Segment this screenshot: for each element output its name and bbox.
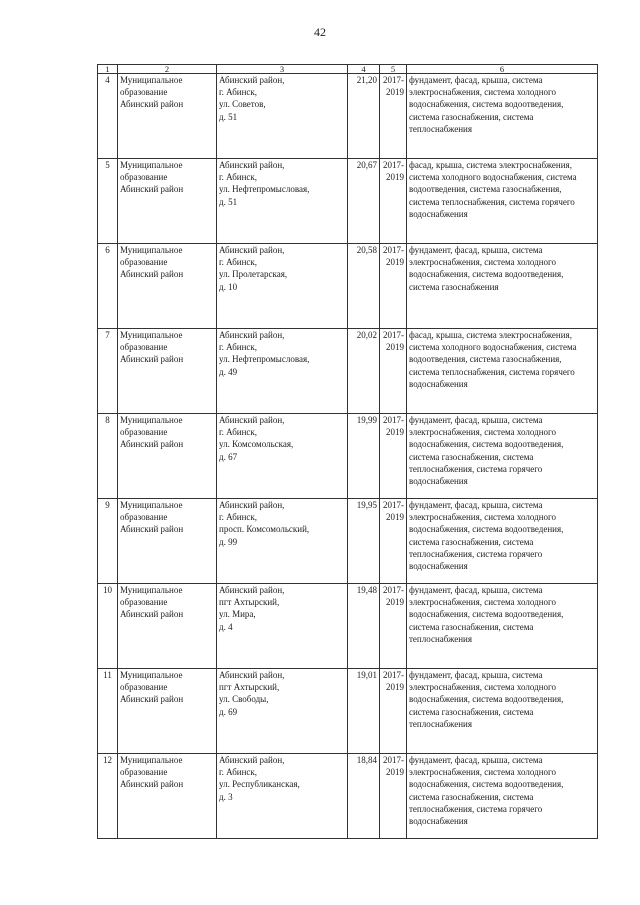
owner-line: Абинский район [120, 524, 184, 535]
row-number-cell: 4 [98, 74, 118, 159]
works-line: электроснабжения, система холодного [409, 512, 556, 523]
owner-line: образование [120, 597, 168, 608]
owner-line: Муниципальное [120, 330, 183, 340]
address-cell [217, 499, 348, 584]
value-cell: 19,01 [348, 669, 380, 754]
owner-cell [118, 584, 217, 669]
works-line: водоснабжения, система водоотведения, [409, 439, 564, 450]
works-line: система газоснабжения, система [409, 791, 534, 802]
works-line: фундамент, фасад, крыша, система [409, 415, 543, 425]
period-cell [380, 329, 407, 414]
works-line: система газоснабжения, система [409, 706, 534, 717]
owner-line: Абинский район [120, 269, 184, 280]
period-line: 2017- [383, 755, 404, 765]
owner-line: образование [120, 427, 168, 438]
address-line: г. Абинск, [219, 427, 258, 438]
address-line: д. 3 [219, 791, 233, 802]
address-line: д. 69 [219, 706, 238, 717]
period-cell [380, 414, 407, 499]
value-cell: 20,67 [348, 159, 380, 244]
period-cell [380, 74, 407, 159]
period-line: 2017- [383, 75, 404, 85]
owner-line: Муниципальное [120, 755, 183, 765]
period-line: 2019 [386, 172, 404, 183]
owner-cell [118, 244, 217, 329]
period-line: 2019 [386, 682, 404, 693]
owner-line: Муниципальное [120, 585, 183, 595]
table-row [98, 329, 598, 414]
works-line: фундамент, фасад, крыша, система [409, 75, 543, 85]
works-line: теплоснабжения, система горячего [409, 548, 543, 559]
works-cell [407, 669, 598, 754]
address-line: ул. Нефтепромысловая, [219, 184, 310, 195]
column-header-1: 1 [98, 65, 118, 74]
works-line: система газоснабжения, система [409, 621, 534, 632]
table-row [98, 754, 598, 839]
works-cell [407, 754, 598, 839]
address-line: Абинский район, [219, 160, 285, 170]
row-number-cell: 11 [98, 669, 118, 754]
works-line: водоотведения, система газоснабжения, [409, 184, 562, 195]
address-line: ул. Мира, [219, 609, 256, 620]
owner-cell [118, 499, 217, 584]
works-line: электроснабжения, система холодного [409, 257, 556, 268]
address-line: д. 4 [219, 621, 233, 632]
period-cell [380, 584, 407, 669]
period-line: 2019 [386, 427, 404, 438]
owner-line: образование [120, 172, 168, 183]
works-line: система теплоснабжения, система горячего [409, 196, 575, 207]
period-line: 2019 [386, 512, 404, 523]
address-line: просп. Комсомольский, [219, 524, 310, 535]
row-number-cell: 5 [98, 159, 118, 244]
owner-cell [118, 329, 217, 414]
works-line: теплоснабжения [409, 123, 472, 134]
owner-cell [118, 74, 217, 159]
period-line: 2017- [383, 415, 404, 425]
column-header-3: 3 [217, 65, 348, 74]
works-cell [407, 74, 598, 159]
address-line: г. Абинск, [219, 512, 258, 523]
address-line: г. Абинск, [219, 87, 258, 98]
column-header-5: 5 [380, 65, 407, 74]
works-cell [407, 584, 598, 669]
owner-line: образование [120, 682, 168, 693]
column-header-2: 2 [118, 65, 217, 74]
period-line: 2019 [386, 597, 404, 608]
period-line: 2017- [383, 500, 404, 510]
works-line: теплоснабжения, система горячего [409, 463, 543, 474]
works-line: водоотведения, система газоснабжения, [409, 354, 562, 365]
works-cell [407, 499, 598, 584]
value-cell: 18,84 [348, 754, 380, 839]
address-line: д. 67 [219, 451, 238, 462]
works-line: водоснабжения, система водоотведения, [409, 524, 564, 535]
row-number-cell: 8 [98, 414, 118, 499]
owner-line: Абинский район [120, 99, 184, 110]
address-cell [217, 669, 348, 754]
row-number-cell: 9 [98, 499, 118, 584]
works-line: водоснабжения [409, 378, 468, 389]
works-line: водоснабжения, система водоотведения, [409, 99, 564, 110]
works-line: система газоснабжения, система [409, 536, 534, 547]
works-cell [407, 159, 598, 244]
owner-line: образование [120, 342, 168, 353]
table-header-row [98, 65, 598, 74]
address-line: ул. Комсомольская, [219, 439, 294, 450]
table-row [98, 414, 598, 499]
table-row [98, 159, 598, 244]
owner-line: Абинский район [120, 184, 184, 195]
value-cell: 19,99 [348, 414, 380, 499]
address-cell [217, 159, 348, 244]
works-line: теплоснабжения [409, 633, 472, 644]
address-cell [217, 74, 348, 159]
table-row [98, 244, 598, 329]
owner-line: образование [120, 87, 168, 98]
works-line: система газоснабжения [409, 281, 499, 292]
period-line: 2017- [383, 245, 404, 255]
column-header-4: 4 [348, 65, 380, 74]
period-line: 2019 [386, 257, 404, 268]
works-cell [407, 244, 598, 329]
period-line: 2017- [383, 160, 404, 170]
value-cell: 19,48 [348, 584, 380, 669]
address-line: д. 99 [219, 536, 238, 547]
period-cell [380, 754, 407, 839]
owner-line: Муниципальное [120, 415, 183, 425]
works-line: водоснабжения, система водоотведения, [409, 609, 564, 620]
works-line: фасад, крыша, система электроснабжения, [409, 330, 572, 340]
address-cell [217, 329, 348, 414]
buildings-table [97, 64, 598, 839]
address-cell [217, 414, 348, 499]
works-line: система холодного водоснабжения, система [409, 172, 577, 183]
period-line: 2017- [383, 670, 404, 680]
address-line: г. Абинск, [219, 342, 258, 353]
address-line: пгт Ахтырский, [219, 682, 280, 693]
address-line: ул. Свободы, [219, 694, 269, 705]
period-cell [380, 244, 407, 329]
works-line: водоснабжения [409, 208, 468, 219]
owner-line: Абинский район [120, 694, 184, 705]
works-line: электроснабжения, система холодного [409, 427, 556, 438]
works-line: система газоснабжения, система [409, 111, 534, 122]
address-cell [217, 244, 348, 329]
address-line: Абинский район, [219, 670, 285, 680]
owner-cell [118, 414, 217, 499]
owner-line: образование [120, 512, 168, 523]
value-cell: 19,95 [348, 499, 380, 584]
owner-line: Муниципальное [120, 670, 183, 680]
row-number-cell: 12 [98, 754, 118, 839]
table-body [98, 65, 598, 839]
row-number-cell: 6 [98, 244, 118, 329]
period-line: 2017- [383, 585, 404, 595]
owner-line: Абинский район [120, 354, 184, 365]
page-number: 42 [314, 25, 326, 39]
owner-line: Муниципальное [120, 75, 183, 85]
address-line: пгт Ахтырский, [219, 597, 280, 608]
address-line: Абинский район, [219, 500, 285, 510]
owner-line: Муниципальное [120, 245, 183, 255]
owner-cell [118, 159, 217, 244]
period-line: 2019 [386, 342, 404, 353]
period-cell [380, 499, 407, 584]
row-number-cell: 7 [98, 329, 118, 414]
works-line: водоснабжения [409, 816, 468, 827]
owner-line: Муниципальное [120, 160, 183, 170]
period-line: 2019 [386, 87, 404, 98]
address-line: г. Абинск, [219, 172, 258, 183]
works-line: фундамент, фасад, крыша, система [409, 245, 543, 255]
owner-cell [118, 669, 217, 754]
address-line: д. 51 [219, 196, 238, 207]
works-line: фасад, крыша, система электроснабжения, [409, 160, 572, 170]
column-header-6: 6 [407, 65, 598, 74]
period-line: 2017- [383, 330, 404, 340]
address-line: д. 10 [219, 281, 238, 292]
table-row [98, 669, 598, 754]
value-cell: 20,58 [348, 244, 380, 329]
works-line: теплоснабжения [409, 718, 472, 729]
row-number-cell: 10 [98, 584, 118, 669]
owner-line: Муниципальное [120, 500, 183, 510]
works-line: водоснабжения, система водоотведения, [409, 694, 564, 705]
works-line: теплоснабжения, система горячего [409, 803, 543, 814]
address-line: д. 49 [219, 366, 238, 377]
works-line: водоснабжения [409, 561, 468, 572]
table-row [98, 499, 598, 584]
owner-line: Абинский район [120, 439, 184, 450]
period-line: 2019 [386, 767, 404, 778]
works-line: фундамент, фасад, крыша, система [409, 585, 543, 595]
address-line: д. 51 [219, 111, 238, 122]
works-line: электроснабжения, система холодного [409, 767, 556, 778]
address-line: Абинский район, [219, 245, 285, 255]
works-line: фундамент, фасад, крыша, система [409, 500, 543, 510]
works-line: водоснабжения, система водоотведения, [409, 779, 564, 790]
works-line: фундамент, фасад, крыша, система [409, 755, 543, 765]
address-cell [217, 584, 348, 669]
address-line: ул. Нефтепромысловая, [219, 354, 310, 365]
works-line: фундамент, фасад, крыша, система [409, 670, 543, 680]
owner-line: образование [120, 257, 168, 268]
address-line: ул. Пролетарская, [219, 269, 288, 280]
owner-line: образование [120, 767, 168, 778]
works-line: электроснабжения, система холодного [409, 597, 556, 608]
address-line: Абинский район, [219, 415, 285, 425]
works-line: электроснабжения, система холодного [409, 87, 556, 98]
address-line: ул. Советов, [219, 99, 266, 110]
address-line: г. Абинск, [219, 257, 258, 268]
owner-line: Абинский район [120, 779, 184, 790]
works-cell [407, 414, 598, 499]
owner-line: Абинский район [120, 609, 184, 620]
works-line: система холодного водоснабжения, система [409, 342, 577, 353]
period-cell [380, 159, 407, 244]
address-cell [217, 754, 348, 839]
period-cell [380, 669, 407, 754]
owner-cell [118, 754, 217, 839]
table-row [98, 584, 598, 669]
table-row [98, 74, 598, 159]
address-line: Абинский район, [219, 75, 285, 85]
works-line: электроснабжения, система холодного [409, 682, 556, 693]
works-line: водоснабжения [409, 476, 468, 487]
address-line: Абинский район, [219, 585, 285, 595]
address-line: ул. Республиканская, [219, 779, 300, 790]
works-line: система теплоснабжения, система горячего [409, 366, 575, 377]
address-line: Абинский район, [219, 755, 285, 765]
address-line: г. Абинск, [219, 767, 258, 778]
works-line: система газоснабжения, система [409, 451, 534, 462]
works-line: водоснабжения, система водоотведения, [409, 269, 564, 280]
works-cell [407, 329, 598, 414]
value-cell: 20,02 [348, 329, 380, 414]
address-line: Абинский район, [219, 330, 285, 340]
value-cell: 21,20 [348, 74, 380, 159]
